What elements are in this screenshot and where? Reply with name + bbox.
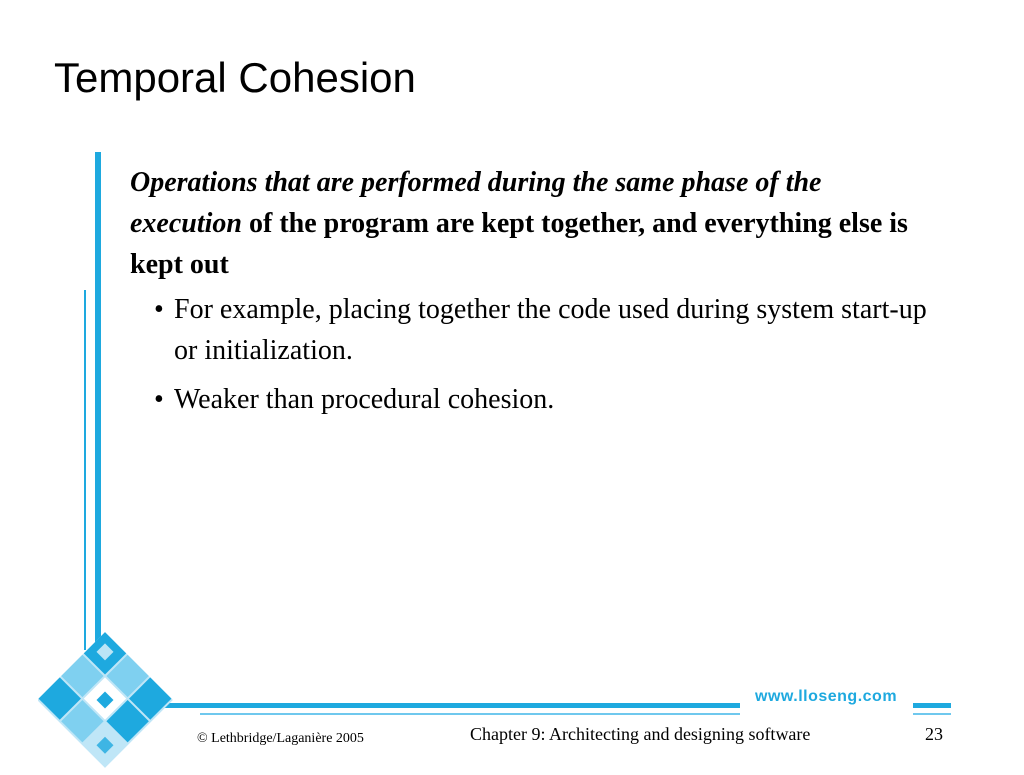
- page-number: 23: [925, 724, 943, 744]
- bottom-right-accent-bar: [913, 703, 951, 708]
- slide-body: [130, 162, 930, 428]
- bullet-marker: •: [154, 294, 164, 325]
- bullet-text: For example, placing together the code used during system start-up or initialization.: [174, 294, 927, 366]
- diamond-tile-logo-icon: [30, 625, 180, 775]
- lead-italic-text: Operations that are performed during the same phase of the execution: [130, 167, 822, 239]
- bullet-list: [130, 289, 930, 420]
- slide-title: Temporal Cohesion: [54, 54, 416, 101]
- bullet-marker: •: [154, 384, 164, 415]
- bottom-accent-line: [200, 713, 740, 715]
- bottom-accent-bar: [160, 703, 740, 708]
- website-url: www.lloseng.com: [755, 688, 898, 705]
- list-item: [154, 379, 930, 420]
- lead-bold-text: of the program are kept together, and everything else is kept out: [130, 208, 908, 280]
- vertical-accent-line: [84, 290, 86, 650]
- footer-copyright: © Lethbridge/Laganière 2005: [197, 731, 364, 746]
- list-item: [154, 289, 930, 371]
- lead-paragraph: [130, 162, 930, 285]
- bottom-right-accent-line: [913, 713, 951, 715]
- footer-chapter: Chapter 9: Architecting and designing software: [470, 724, 811, 744]
- bullet-text: Weaker than procedural cohesion.: [174, 384, 555, 415]
